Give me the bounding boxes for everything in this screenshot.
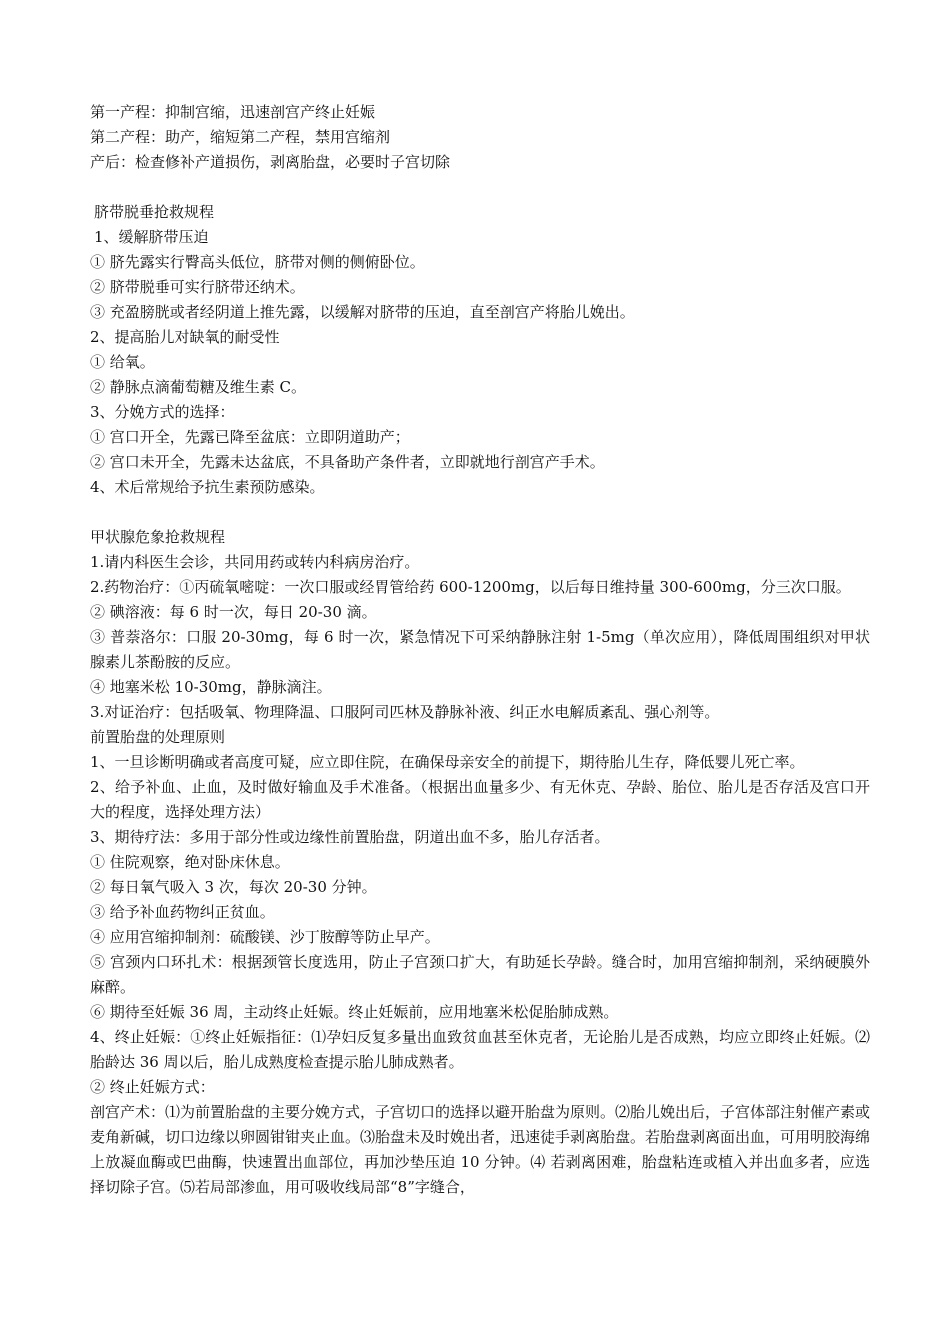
- thyroid-paragraph: ③ 普萘洛尔：口服 20-30mg，每 6 时一次，紧急情况下可采纳静脉注射 1-5mg（单次应用），降低周围组织对甲状腺素儿茶酚胺的反应。: [90, 628, 870, 671]
- cord-prolapse-item: ① 脐先露实行臀高头低位，脐带对侧的侧俯卧位。: [90, 253, 425, 271]
- cord-prolapse-item: ① 宫口开全，先露已降至盆底：立即阴道助产；: [90, 428, 410, 446]
- cord-prolapse-heading: 3、分娩方式的选择：: [90, 403, 235, 421]
- placenta-previa-paragraph: ② 终止妊娠方式：: [90, 1078, 215, 1096]
- labor-stage-line: 产后：检查修补产道损伤，剥离胎盘，必要时子宫切除: [90, 153, 451, 171]
- cord-prolapse-item: ① 给氧。: [90, 353, 155, 371]
- cord-prolapse-item: ② 脐带脱垂可实行脐带还纳术。: [90, 278, 305, 296]
- placenta-previa-paragraph: 2、给予补血、止血，及时做好输血及手术准备。（根据出血量多少、有无休克、孕龄、胎位、胎儿是否存活及宫口开大的程度，选择处理方法）: [90, 778, 870, 821]
- cord-prolapse-heading: 2、提高胎儿对缺氧的耐受性: [90, 328, 280, 346]
- thyroid-paragraph: ④ 地塞米松 10-30mg，静脉滴注。: [90, 678, 332, 696]
- document-body: [90, 100, 870, 1200]
- cord-prolapse-item: ③ 充盈膀胱或者经阴道上推先露，以缓解对脐带的压迫，直至剖宫产将胎儿娩出。: [90, 303, 635, 321]
- placenta-previa-paragraph: ③ 给予补血药物纠正贫血。: [90, 903, 275, 921]
- placenta-previa-paragraph: 3、期待疗法：多用于部分性或边缘性前置胎盘，阴道出血不多，胎儿存活者。: [90, 828, 610, 846]
- labor-stage-line: 第二产程：助产，缩短第二产程，禁用宫缩剂: [90, 128, 391, 146]
- placenta-previa-paragraph: 1、一旦诊断明确或者高度可疑，应立即住院，在确保母亲安全的前提下，期待胎儿生存，降低婴儿死亡率。: [90, 753, 805, 771]
- thyroid-paragraph: 2.药物治疗：①丙硫氧嘧啶：一次口服或经胃管给药 600-1200mg，以后每日维持量 300-600mg，分三次口服。: [90, 578, 851, 596]
- thyroid-paragraph: 1.请内科医生会诊，共同用药或转内科病房治疗。: [90, 553, 420, 571]
- cord-prolapse-item: ② 宫口未开全，先露未达盆底，不具备助产条件者，立即就地行剖宫产手术。: [90, 453, 605, 471]
- labor-stage-line: 第一产程：抑制宫缩，迅速剖宫产终止妊娠: [90, 103, 376, 121]
- placenta-previa-title: 前置胎盘的处理原则: [90, 728, 226, 746]
- placenta-previa-paragraph: 剖宫产术：⑴为前置胎盘的主要分娩方式，子宫切口的选择以避开胎盘为原则。⑵胎儿娩出后，子宫体部注射催产素或麦角新碱，切口边缘以卵圆钳钳夹止血。⑶胎盘未及时娩出者，迅速徒手剥离胎盘。若胎盘剥离面出血，可用明胶海绵上放凝血酶或巴曲酶，快速置出血部位，再加沙垫压迫 10 分钟。⑷ 若剥离困难，胎盘粘连或植入并出血多者，应选择切除子宫。⑸若局部渗血，用可吸收线局部“8”字缝合，: [90, 1103, 871, 1196]
- placenta-previa-paragraph: ① 住院观察，绝对卧床休息。: [90, 853, 290, 871]
- thyroid-title: 甲状腺危象抢救规程: [90, 528, 226, 546]
- cord-prolapse-item: ② 静脉点滴葡萄糖及维生素 C。: [90, 378, 307, 396]
- cord-prolapse-title: 脐带脱垂抢救规程: [94, 203, 215, 221]
- placenta-previa-paragraph: ② 每日氧气吸入 3 次，每次 20-30 分钟。: [90, 878, 377, 896]
- placenta-previa-paragraph: ⑤ 宫颈内口环扎术：根据颈管长度选用，防止子宫颈口扩大，有助延长孕龄。缝合时，加用宫缩抑制剂，采纳硬膜外麻醉。: [90, 953, 870, 996]
- placenta-previa-paragraph: ④ 应用宫缩抑制剂：硫酸镁、沙丁胺醇等防止早产。: [90, 928, 440, 946]
- cord-prolapse-heading: 4、术后常规给予抗生素预防感染。: [90, 478, 325, 496]
- thyroid-paragraph: ② 碘溶液：每 6 时一次，每日 20-30 滴。: [90, 603, 377, 621]
- placenta-previa-paragraph: ⑥ 期待至妊娠 36 周，主动终止妊娠。终止妊娠前，应用地塞米松促胎肺成熟。: [90, 1003, 619, 1021]
- placenta-previa-paragraph: 4、终止妊娠：①终止妊娠指征：⑴孕妇反复多量出血致贫血甚至休克者，无论胎儿是否成熟，均应立即终止妊娠。⑵胎龄达 36 周以后，胎儿成熟度检查提示胎儿肺成熟者。: [90, 1028, 870, 1071]
- cord-prolapse-heading: 1、缓解脐带压迫: [94, 228, 209, 246]
- spacer: [90, 500, 870, 525]
- thyroid-paragraph: 3.对证治疗：包括吸氧、物理降温、口服阿司匹林及静脉补液、纠正水电解质紊乱、强心剂等。: [90, 703, 720, 721]
- spacer: [90, 175, 870, 200]
